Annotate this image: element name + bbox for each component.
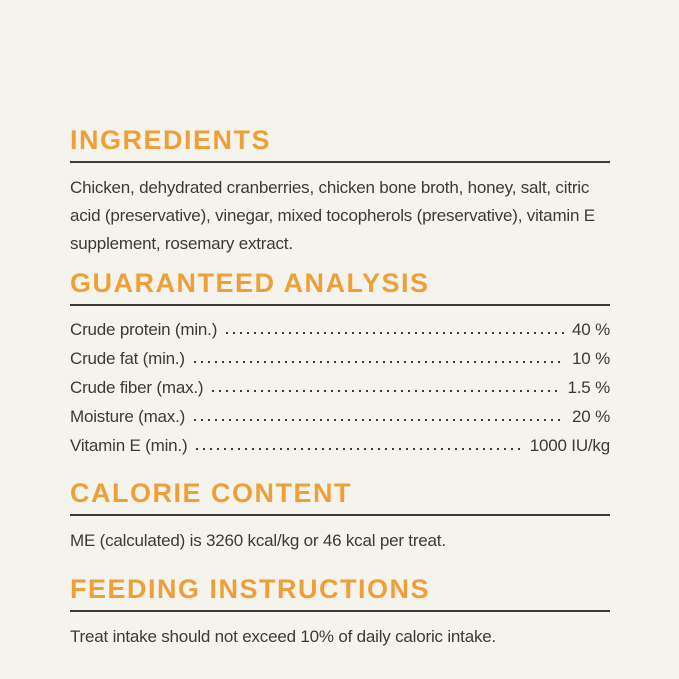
row-value: 20 % (572, 406, 610, 426)
table-row (70, 373, 610, 402)
dotted-leader (226, 332, 565, 334)
section-calorie-content (70, 478, 610, 555)
guaranteed-analysis-table (70, 315, 610, 460)
calorie-content-text: ME (calculated) is 3260 kcal/kg or 46 kcal per treat. (70, 531, 446, 550)
row-value: 40 % (572, 319, 610, 339)
divider-rule (70, 161, 610, 163)
dotted-leader (194, 361, 565, 363)
divider-rule (70, 514, 610, 516)
row-value: 1.5 % (567, 377, 610, 397)
section-feeding-instructions (70, 574, 610, 651)
table-row (70, 344, 610, 373)
divider-rule (70, 304, 610, 306)
section-guaranteed-analysis (70, 268, 610, 460)
dotted-leader (212, 390, 560, 392)
divider-rule (70, 610, 610, 612)
row-value: 10 % (572, 348, 610, 368)
table-row (70, 315, 610, 344)
dotted-leader (196, 448, 522, 450)
row-label: Crude fiber (max.) (70, 377, 204, 397)
table-row (70, 431, 610, 460)
row-label: Moisture (max.) (70, 406, 186, 426)
section-ingredients (70, 125, 610, 258)
row-label: Vitamin E (min.) (70, 435, 188, 455)
row-label: Crude protein (min.) (70, 319, 218, 339)
guaranteed-analysis-title: GUARANTEED ANALYSIS (70, 268, 430, 298)
ingredients-title: INGREDIENTS (70, 125, 272, 155)
row-label: Crude fat (min.) (70, 348, 185, 368)
feeding-instructions-title: FEEDING INSTRUCTIONS (70, 574, 431, 604)
ingredients-text: Chicken, dehydrated cranberries, chicken bone broth, honey, salt, citric acid (preservative), vinegar, mixed tocopherols (preservative), vitamin E supplement, rosemary extract. (70, 178, 595, 253)
feeding-instructions-text: Treat intake should not exceed 10% of daily caloric intake. (70, 627, 497, 646)
table-row (70, 402, 610, 431)
row-value: 1000 IU/kg (529, 435, 610, 455)
dotted-leader (194, 419, 565, 421)
calorie-content-title: CALORIE CONTENT (70, 478, 352, 508)
